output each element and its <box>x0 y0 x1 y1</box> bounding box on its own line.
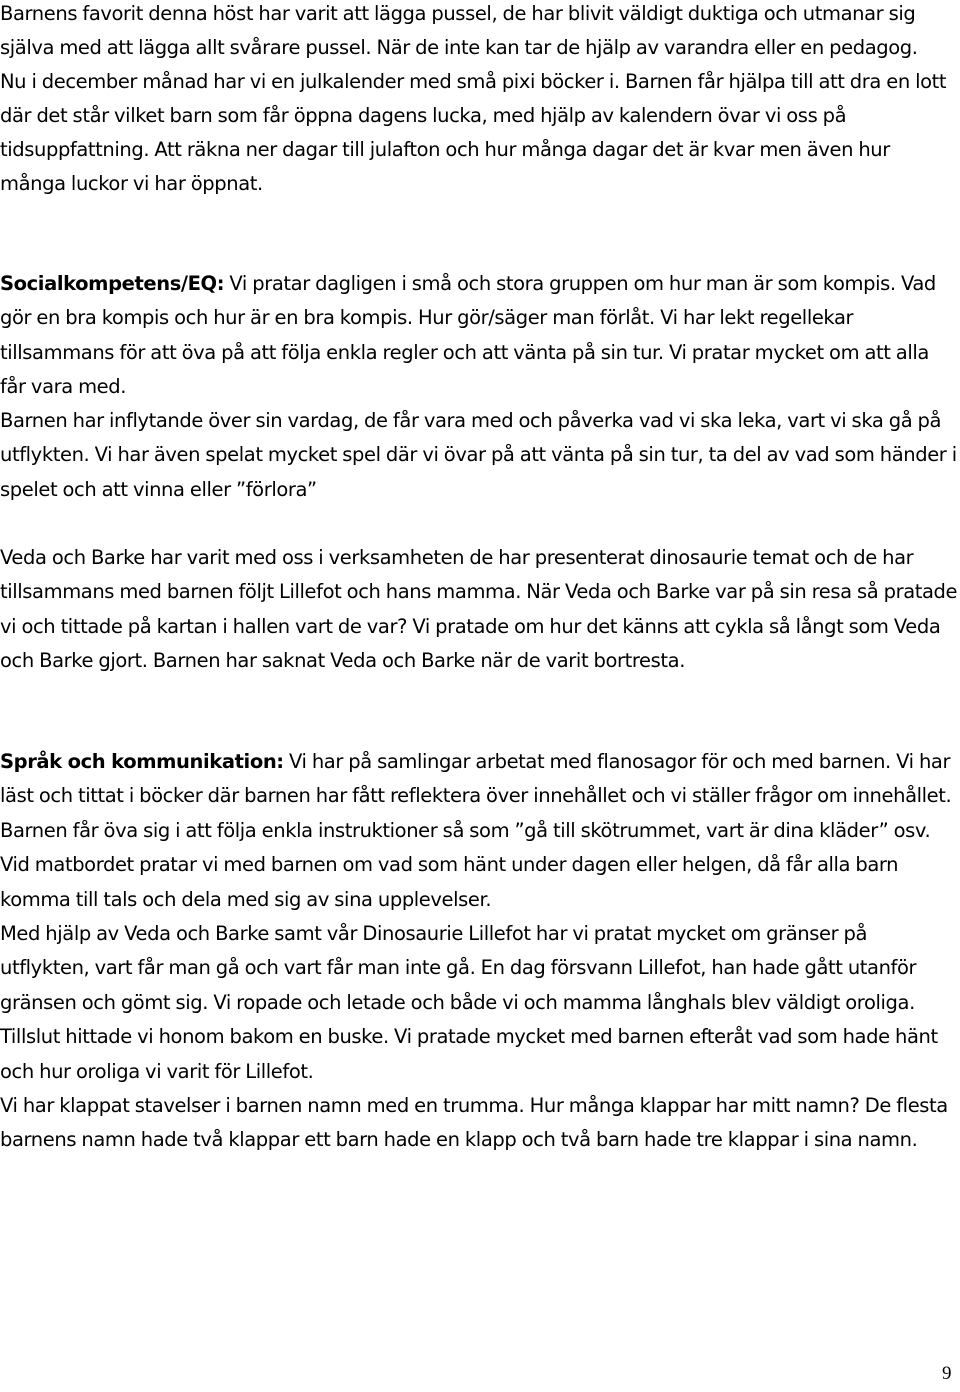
social-competence-heading: Socialkompetens/EQ: <box>0 272 225 295</box>
language-paragraph <box>0 745 958 1158</box>
intro-paragraph: Barnens favorit denna höst har varit att lägga pussel, de har blivit väldigt duktiga och utmanar sig själva med att lägga allt svårare pussel. När de inte kan tar de hjälp av varandra eller en pedagog. Nu i december månad har vi en julkalender med små pixi böcker i. Barnen får hjälpa till att dra en lott där det står vilket barn som får öppna dagens lucka, med hjälp av kalendern övar vi oss på tidsuppfattning. Att räkna ner dagar till julafton och hur många dagar det är kvar men även hur många luckor vi har öppnat. <box>0 2 947 195</box>
language-text: Vi har på samlingar arbetat med flanosagor för och med barnen. Vi har läst och tittat i böcker där barnen har fått reflektera över innehållet och vi ställer frågor om innehållet. Barnen får öva sig i att följa enkla instruktioner så som ”gå till skötrummet, vart är dina kläder” osv. Vid matbordet pratar vi med barnen om vad som hänt under dagen eller helgen, då får alla barn komma till tals och dela med sig av sina upplevelser. Med hjälp av Veda och Barke samt vår Dinosaurie Lillefot har vi pratat mycket om gränser på utflykten, vart får man gå och vart får man inte gå. En dag försvann Lillefot, han hade gått utanför gränsen och gömt sig. Vi ropade och letade och både vi och mamma långhals blev väldigt oroliga. Tillslut hittade vi honom bakom en buske. Vi pratade mycket med barnen efteråt vad som hade hänt och hur oroliga vi varit för Lillefot. Vi har klappat stavelser i barnen namn med en trumma. Hur många klappar har mitt namn? De flesta barnens namn hade två klappar ett barn hade en klapp och två barn hade tre klappar i sina namn. <box>0 750 952 1152</box>
social-competence-paragraph <box>0 267 958 507</box>
language-heading: Språk och kommunikation: <box>0 750 284 773</box>
social-competence-text: Vi pratar dagligen i små och stora gruppen om hur man är som kompis. Vad gör en bra kompis och hur är en bra kompis. Hur gör/säger man förlåt. Vi har lekt regellekar tillsammans för att öva på att följa enkla regler och att vänta på sin tur. Vi pratar mycket om att alla får vara med. Barnen har inflytande över sin vardag, de får vara med och påverka vad vi ska leka, vart vi ska gå på utflykten. Vi har även spelat mycket spel där vi övar på att vänta på sin tur, ta del av vad som händer i spelet och att vinna eller ”förlora” <box>0 272 957 501</box>
veda-barke-paragraph: Veda och Barke har varit med oss i verksamheten de har presenterat dinosaurie temat och de har tillsammans med barnen följt Lillefot och hans mamma. När Veda och Barke var på sin resa så pratade vi och tittade på kartan i hallen vart de var? Vi pratade om hur det känns att cykla så långt som Veda och Barke gjort. Barnen har saknat Veda och Barke när de varit bortresta. <box>0 546 958 672</box>
page-number: 9 <box>942 1363 952 1384</box>
